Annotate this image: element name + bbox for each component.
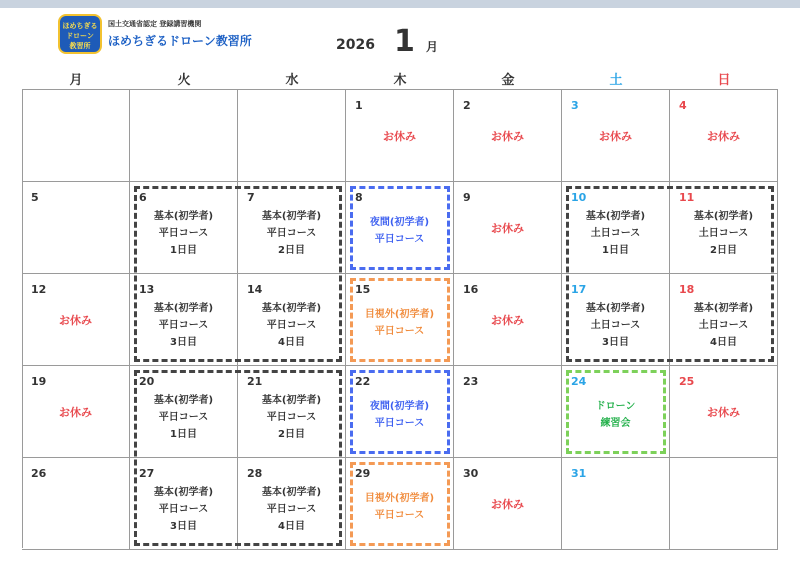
calendar-month-unit: 月 (426, 40, 439, 54)
event-line: 土日コース (590, 228, 641, 239)
holiday-label (346, 128, 453, 144)
calendar-day-cell (22, 458, 130, 550)
holiday-label (22, 312, 129, 328)
event-line: 平日コース (266, 228, 317, 239)
logo-school-name: ほめちぎるドローン教習所 (108, 34, 252, 48)
event-line: 平日コース (374, 510, 425, 521)
day-number: 7 (247, 191, 255, 204)
event-line: 平日コース (158, 412, 209, 423)
calendar-day-cell (454, 90, 562, 182)
event-line: 土日コース (590, 320, 641, 331)
holiday-label (670, 128, 777, 144)
event-line: 基本(初学者) (153, 487, 214, 498)
event-line: 3日目 (170, 521, 197, 532)
calendar-day-cell (454, 366, 562, 458)
event-line: 基本(初学者) (693, 303, 754, 314)
event-line: 4日目 (278, 521, 305, 532)
day-number: 26 (31, 467, 47, 480)
logo-certification-text: 国土交通省認定 登録講習機関 (108, 20, 202, 28)
event-line: 基本(初学者) (261, 303, 322, 314)
calendar-day-cell (454, 182, 562, 274)
course-highlight-box (350, 278, 450, 362)
calendar-day-cell (562, 90, 670, 182)
event-line: 基本(初学者) (585, 211, 646, 222)
day-number: 2 (463, 99, 471, 112)
day-number: 11 (679, 191, 695, 204)
holiday-label (22, 404, 129, 420)
day-number: 10 (571, 191, 587, 204)
event-line: 基本(初学者) (261, 395, 322, 406)
day-number: 29 (355, 467, 371, 480)
event-line: 1日目 (170, 245, 197, 256)
day-number: 3 (571, 99, 579, 112)
calendar-month: 1 (394, 24, 415, 59)
event-line: お休み (707, 130, 740, 143)
event-line: 夜間(初学者) (369, 401, 430, 412)
event-line: 平日コース (158, 504, 209, 515)
holiday-label (454, 312, 561, 328)
event-line: お休み (491, 314, 524, 327)
course-highlight-box (350, 462, 450, 546)
event-line: 目視外(初学者) (364, 309, 435, 320)
day-number: 19 (31, 375, 47, 388)
day-number: 18 (679, 283, 695, 296)
event-line: 基本(初学者) (693, 211, 754, 222)
day-number: 22 (355, 375, 371, 388)
day-number: 17 (571, 283, 587, 296)
calendar-day-cell (238, 90, 346, 182)
event-line: 2日目 (278, 245, 305, 256)
event-line: ドローン (595, 401, 636, 412)
calendar-day-cell (670, 366, 778, 458)
event-line: 土日コース (698, 228, 749, 239)
calendar-day-cell (22, 366, 130, 458)
calendar-day-cell (346, 90, 454, 182)
event-line: 1日目 (602, 245, 629, 256)
event-line: 平日コース (266, 320, 317, 331)
event-line: 基本(初学者) (153, 211, 214, 222)
event-line: 目視外(初学者) (364, 493, 435, 504)
weekday-label: 金 (501, 73, 515, 88)
event-line: 平日コース (158, 320, 209, 331)
weekday-label: 火 (177, 73, 191, 88)
event-line: 2日目 (278, 429, 305, 440)
calendar-day-cell (670, 90, 778, 182)
logo-badge (58, 14, 102, 54)
holiday-label (454, 220, 561, 236)
event-line: お休み (59, 406, 92, 419)
event-line: 平日コース (266, 504, 317, 515)
logo-badge-line: 教習所 (69, 42, 91, 50)
course-highlight-box (350, 186, 450, 270)
logo (58, 14, 252, 54)
day-number: 9 (463, 191, 471, 204)
holiday-label (562, 128, 669, 144)
day-number: 27 (139, 467, 155, 480)
event-line: 夜間(初学者) (369, 217, 430, 228)
holiday-label (454, 128, 561, 144)
event-line: 4日目 (710, 337, 737, 348)
logo-badge-line: ドローン (66, 32, 94, 40)
day-number: 12 (31, 283, 47, 296)
day-number: 6 (139, 191, 147, 204)
day-number: 25 (679, 375, 695, 388)
day-number: 14 (247, 283, 263, 296)
day-number: 16 (463, 283, 479, 296)
day-number: 8 (355, 191, 363, 204)
event-line: お休み (491, 130, 524, 143)
event-line: お休み (491, 222, 524, 235)
event-line: 平日コース (158, 228, 209, 239)
calendar-day-cell (22, 182, 130, 274)
event-line: 2日目 (710, 245, 737, 256)
event-line: 練習会 (600, 418, 631, 429)
calendar-day-cell (454, 274, 562, 366)
day-number: 30 (463, 467, 479, 480)
calendar-day-cell (670, 458, 778, 550)
holiday-label (454, 496, 561, 512)
event-line: 平日コース (374, 234, 425, 245)
event-line: 平日コース (374, 418, 425, 429)
course-highlight-box (134, 370, 342, 546)
day-number: 21 (247, 375, 263, 388)
calendar-day-cell (22, 90, 130, 182)
event-line: 基本(初学者) (153, 303, 214, 314)
course-highlight-box (566, 370, 666, 454)
event-line: お休み (491, 498, 524, 511)
day-number: 15 (355, 283, 371, 296)
weekday-label: 水 (285, 73, 299, 88)
event-line: お休み (59, 314, 92, 327)
weekday-label: 木 (393, 73, 407, 88)
event-line: 基本(初学者) (153, 395, 214, 406)
weekday-label: 日 (717, 73, 731, 88)
event-line: お休み (707, 406, 740, 419)
day-number: 13 (139, 283, 155, 296)
calendar-day-cell (562, 458, 670, 550)
day-number: 28 (247, 467, 263, 480)
event-line: 土日コース (698, 320, 749, 331)
course-highlight-box (350, 370, 450, 454)
event-line: 基本(初学者) (261, 487, 322, 498)
day-number: 1 (355, 99, 363, 112)
event-line: 3日目 (602, 337, 629, 348)
day-number: 4 (679, 99, 687, 112)
course-highlight-box (134, 186, 342, 362)
event-line: 平日コース (266, 412, 317, 423)
calendar-day-cell (454, 458, 562, 550)
calendar-year: 2026 (336, 37, 375, 53)
day-number: 24 (571, 375, 587, 388)
weekday-label: 土 (609, 73, 623, 88)
day-number: 23 (463, 375, 479, 388)
top-bar (0, 0, 800, 8)
weekday-label: 月 (69, 73, 83, 88)
calendar-day-cell (130, 90, 238, 182)
day-number: 5 (31, 191, 39, 204)
course-highlight-box (566, 186, 774, 362)
event-line: 1日目 (170, 429, 197, 440)
event-line: 平日コース (374, 326, 425, 337)
calendar-day-cell (22, 274, 130, 366)
event-line: 基本(初学者) (585, 303, 646, 314)
event-line: お休み (383, 130, 416, 143)
event-line: お休み (599, 130, 632, 143)
logo-badge-line: ほめちぎる (62, 22, 98, 30)
day-number: 20 (139, 375, 155, 388)
holiday-label (670, 404, 777, 420)
event-line: 3日目 (170, 337, 197, 348)
event-line: 4日目 (278, 337, 305, 348)
event-line: 基本(初学者) (261, 211, 322, 222)
day-number: 31 (571, 467, 587, 480)
